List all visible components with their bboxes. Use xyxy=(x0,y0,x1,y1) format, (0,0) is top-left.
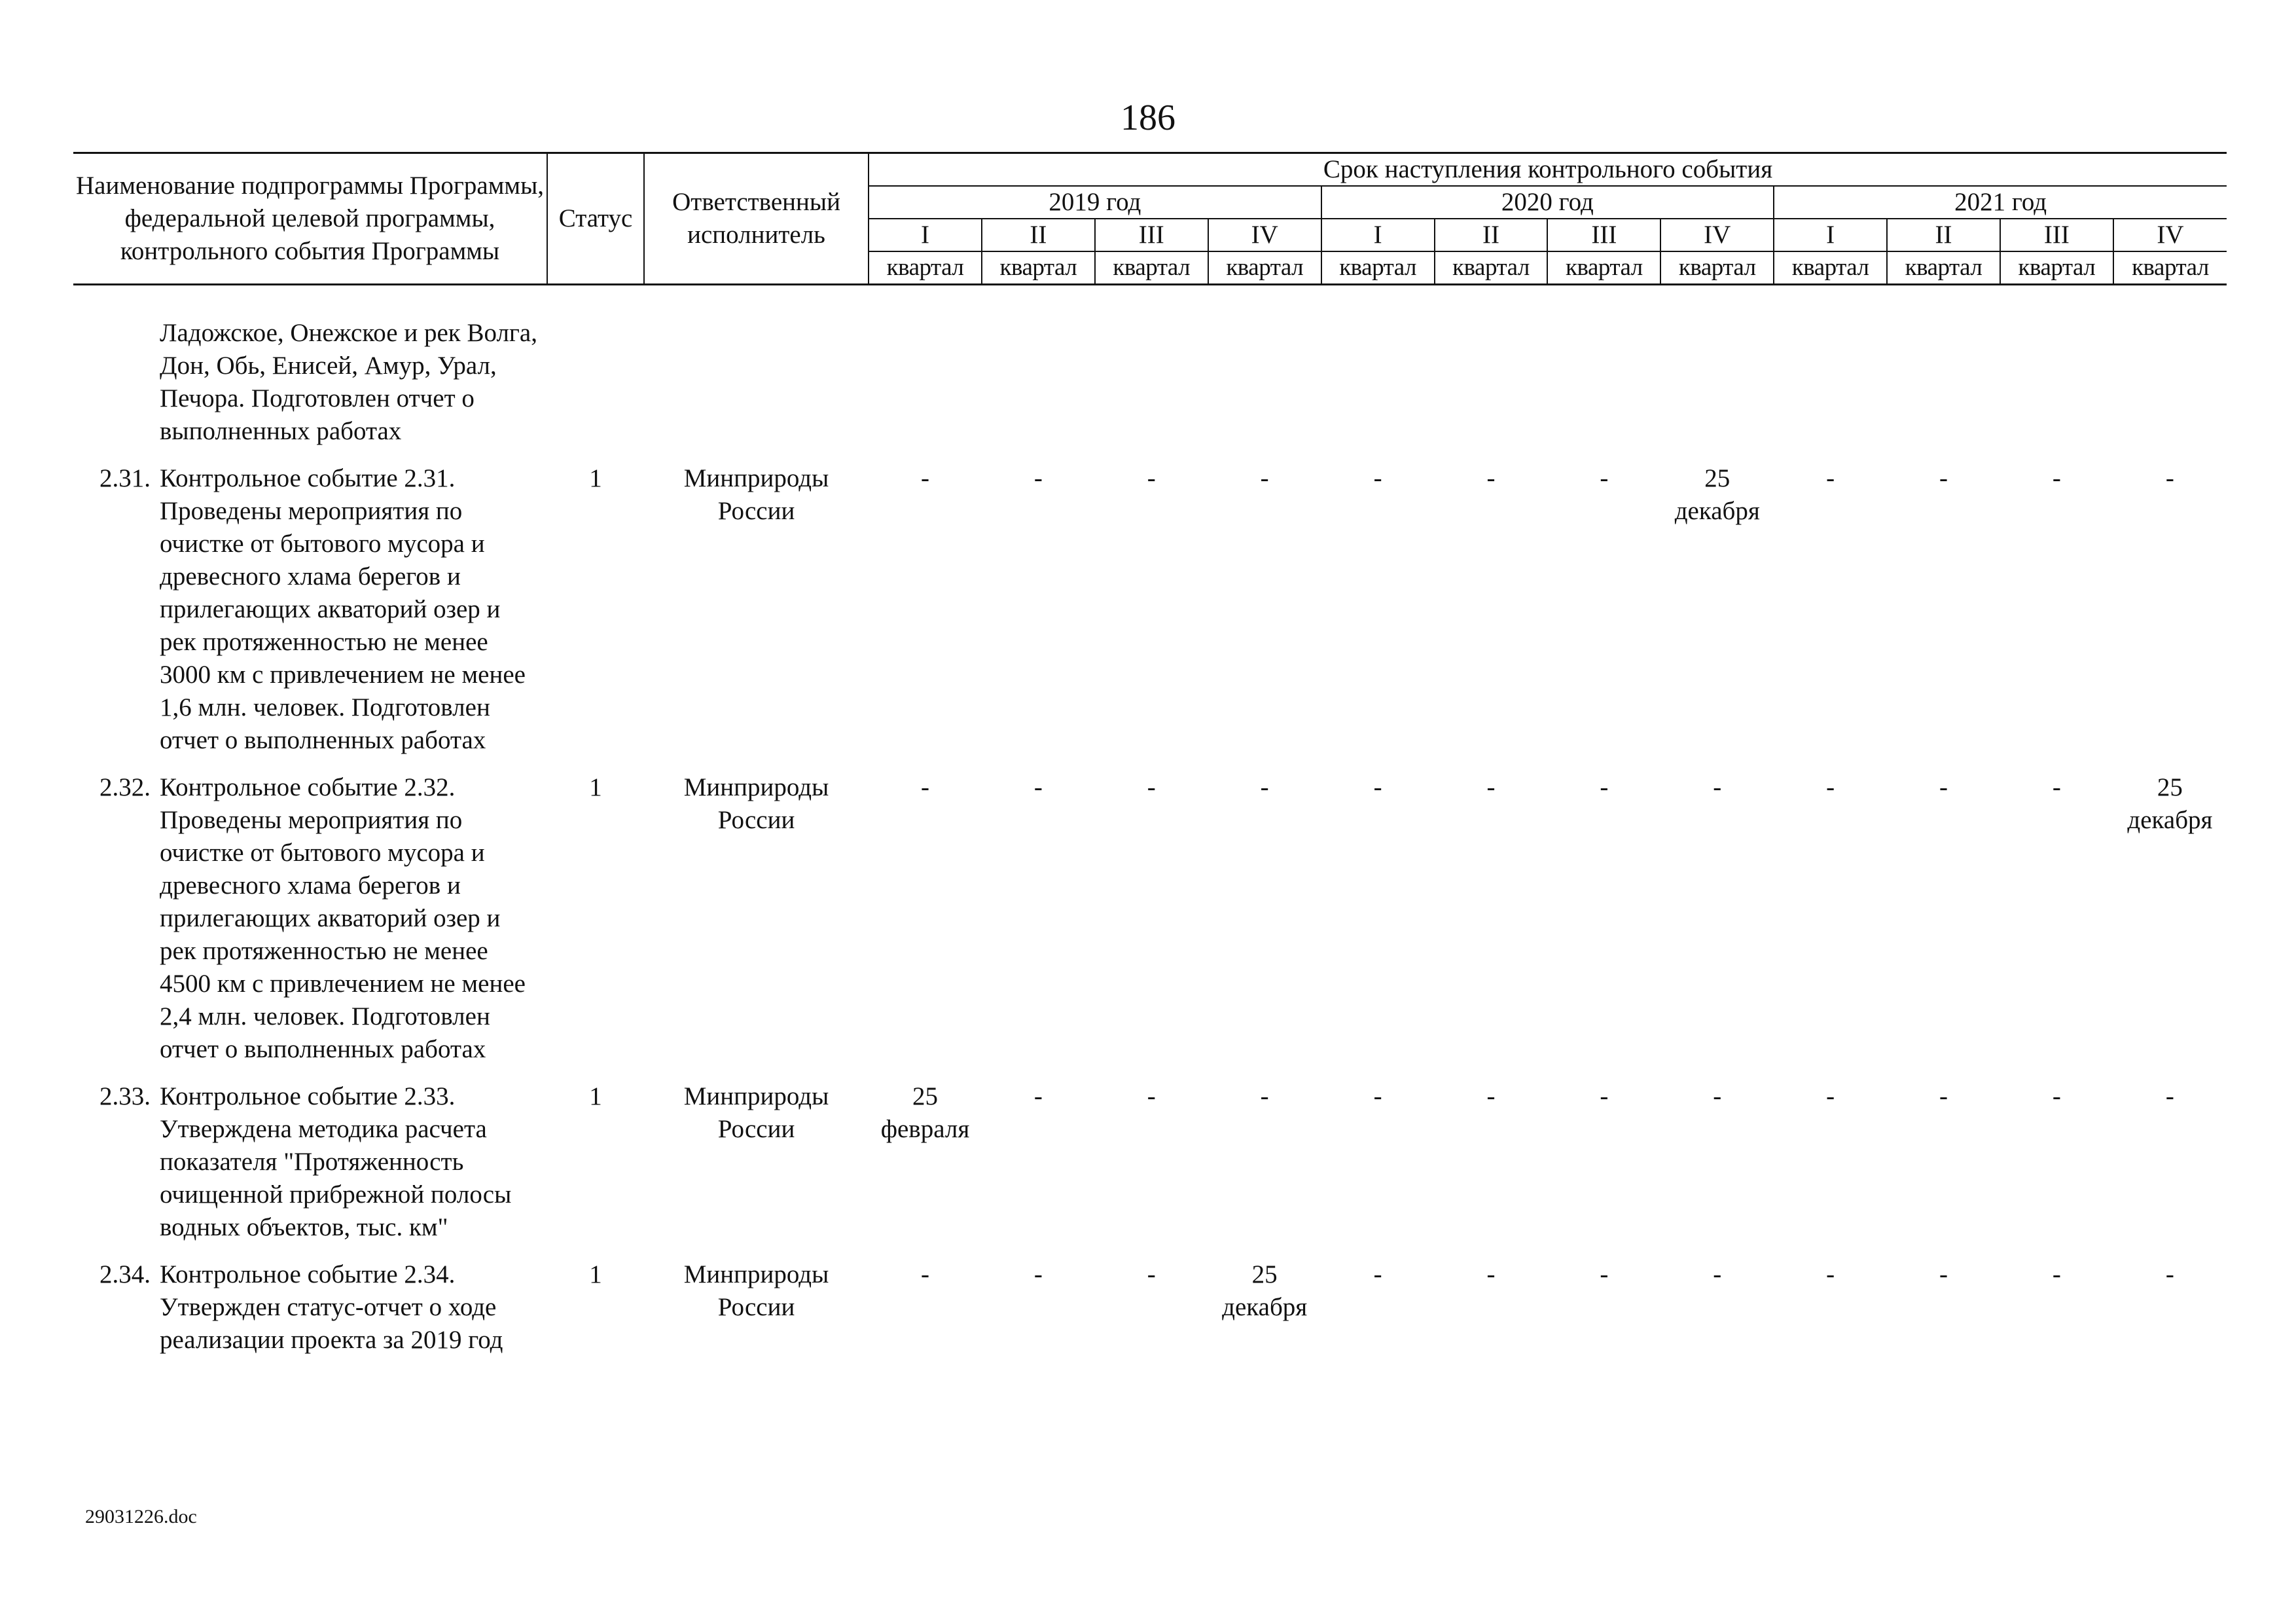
quarter-deadline-cell: - xyxy=(2165,464,2174,492)
event-name-cell xyxy=(73,1258,547,1371)
quarter-deadline-cell: - xyxy=(1826,1260,1835,1288)
header-quarter-label: квартал xyxy=(1887,251,2000,285)
header-quarter-8: IV xyxy=(1660,219,1774,251)
header-quarter-5: I xyxy=(1321,219,1435,251)
quarter-deadline-cell: - xyxy=(1260,1082,1269,1110)
continuation-row xyxy=(73,317,2227,448)
header-year-2019: 2019 год xyxy=(869,186,1321,219)
quarter-deadline-cell: - xyxy=(1033,773,1043,801)
quarter-deadline-cell: - xyxy=(1373,464,1382,492)
table-header xyxy=(73,153,2227,285)
header-quarter-3: III xyxy=(1095,219,1208,251)
quarter-deadline-cell: - xyxy=(921,1260,929,1288)
quarter-deadline-cell: - xyxy=(1373,1082,1382,1110)
header-quarter-1: I xyxy=(869,219,982,251)
quarter-deadline-cell: - xyxy=(1260,464,1269,492)
event-number: 2.31. xyxy=(99,464,151,492)
header-quarter-12: IV xyxy=(2113,219,2227,251)
event-name-cell xyxy=(73,771,547,1080)
event-name-cell xyxy=(73,1080,547,1258)
table-body xyxy=(73,285,2227,1372)
event-responsible: Минприроды России xyxy=(683,464,829,525)
header-quarter-7: III xyxy=(1547,219,1660,251)
header-quarter-label: квартал xyxy=(1321,251,1435,285)
quarter-deadline-cell: - xyxy=(1826,1082,1835,1110)
header-year-2020: 2020 год xyxy=(1321,186,1774,219)
quarter-deadline-cell: - xyxy=(1713,1260,1722,1288)
table-row xyxy=(73,1080,2227,1258)
quarter-deadline-cell: - xyxy=(1486,1082,1496,1110)
header-quarter-label: квартал xyxy=(2113,251,2227,285)
footer-file-name: 29031226.doc xyxy=(85,1506,197,1527)
quarter-deadline-cell: - xyxy=(1033,1260,1043,1288)
header-quarter-label: квартал xyxy=(1660,251,1774,285)
quarter-deadline-cell: - xyxy=(1713,1082,1722,1110)
header-quarter-2: II xyxy=(982,219,1095,251)
quarter-deadline-cell: - xyxy=(1600,1082,1609,1110)
quarter-deadline-cell: - xyxy=(1939,1260,1948,1288)
quarter-deadline-cell: - xyxy=(1939,773,1948,801)
quarter-deadline-cell: 25 декабря xyxy=(1674,464,1760,525)
event-status: 1 xyxy=(589,773,602,801)
header-quarter-6: II xyxy=(1435,219,1548,251)
quarter-deadline-cell: - xyxy=(1600,1260,1609,1288)
header-responsible: Ответственный исполнитель xyxy=(644,153,869,285)
quarter-deadline-cell: 25 февраля xyxy=(880,1082,970,1143)
event-number: 2.34. xyxy=(99,1260,151,1288)
quarter-deadline-cell: - xyxy=(2165,1082,2174,1110)
quarter-deadline-cell: - xyxy=(1147,464,1156,492)
header-quarter-label: квартал xyxy=(1208,251,1321,285)
quarter-deadline-cell: - xyxy=(1600,773,1609,801)
header-name: Наименование подпрограммы Программы, федеральной целевой программы, контрольного события Программы xyxy=(73,153,547,285)
quarter-deadline-cell: - xyxy=(1826,464,1835,492)
header-quarter-label: квартал xyxy=(1095,251,1208,285)
quarter-deadline-cell: - xyxy=(1373,1260,1382,1288)
table-row xyxy=(73,1258,2227,1371)
quarter-deadline-cell: - xyxy=(1033,464,1043,492)
table-row xyxy=(73,462,2227,771)
header-quarter-label: квартал xyxy=(982,251,1095,285)
quarter-deadline-cell: - xyxy=(1939,464,1948,492)
header-status: Статус xyxy=(547,153,644,285)
event-title: Контрольное событие 2.31. Проведены мероприятия по очистке от бытового мусора и древесного хлама берегов и прилегающих акваторий озер и рек протяженностью не менее 3000 км с привлечением не менее 1,6 млн. человек. Подготовлен отчет о выполненных работах xyxy=(160,464,526,754)
quarter-deadline-cell: - xyxy=(1486,773,1496,801)
header-quarter-10: II xyxy=(1887,219,2000,251)
event-status: 1 xyxy=(589,464,602,492)
event-responsible: Минприроды России xyxy=(683,773,829,834)
event-responsible: Минприроды России xyxy=(683,1260,829,1321)
quarter-deadline-cell: - xyxy=(1486,1260,1496,1288)
header-deadline: Срок наступления контрольного события xyxy=(869,153,2227,187)
event-name-cell xyxy=(73,462,547,771)
continuation-text: Ладожское, Онежское и рек Волга, Дон, Обь, Енисей, Амур, Урал, Печора. Подготовлен отчет о выполненных работах xyxy=(160,319,537,445)
event-status: 1 xyxy=(589,1082,602,1110)
quarter-deadline-cell: - xyxy=(2052,1082,2061,1110)
quarter-deadline-cell: - xyxy=(1600,464,1609,492)
quarter-deadline-cell: - xyxy=(1939,1082,1948,1110)
quarter-deadline-cell: - xyxy=(1826,773,1835,801)
quarter-deadline-cell: - xyxy=(1486,464,1496,492)
quarter-deadline-cell: - xyxy=(1373,773,1382,801)
quarter-deadline-cell: - xyxy=(1713,773,1722,801)
event-number: 2.33. xyxy=(99,1082,151,1110)
quarter-deadline-cell: - xyxy=(1147,1260,1156,1288)
event-title: Контрольное событие 2.32. Проведены мероприятия по очистке от бытового мусора и древесного хлама берегов и прилегающих акваторий озер и рек протяженностью не менее 4500 км с привлечением не менее 2,4 млн. человек. Подготовлен отчет о выполненных работах xyxy=(160,773,526,1063)
quarter-deadline-cell: - xyxy=(1033,1082,1043,1110)
page-number: 186 xyxy=(1121,98,1175,138)
header-quarter-9: I xyxy=(1774,219,1887,251)
quarter-deadline-cell: - xyxy=(2165,1260,2174,1288)
event-status: 1 xyxy=(589,1260,602,1288)
event-title: Контрольное событие 2.34. Утвержден статус-отчет о ходе реализации проекта за 2019 год xyxy=(160,1260,503,1354)
header-quarter-label: квартал xyxy=(1774,251,1887,285)
quarter-deadline-cell: - xyxy=(1147,773,1156,801)
quarter-deadline-cell: 25 декабря xyxy=(1222,1260,1308,1321)
header-quarter-11: III xyxy=(2000,219,2113,251)
header-quarter-label: квартал xyxy=(869,251,982,285)
control-events-table xyxy=(73,152,2227,1371)
quarter-deadline-cell: - xyxy=(1147,1082,1156,1110)
quarter-deadline-cell: - xyxy=(1260,773,1269,801)
quarter-deadline-cell: 25 декабря xyxy=(2127,773,2213,834)
quarter-deadline-cell: - xyxy=(921,773,929,801)
quarter-deadline-cell: - xyxy=(921,464,929,492)
header-quarter-label: квартал xyxy=(2000,251,2113,285)
quarter-deadline-cell: - xyxy=(2052,773,2061,801)
header-year-2021: 2021 год xyxy=(1774,186,2227,219)
header-quarter-label: квартал xyxy=(1547,251,1660,285)
quarter-deadline-cell: - xyxy=(2052,464,2061,492)
header-quarter-4: IV xyxy=(1208,219,1321,251)
event-title: Контрольное событие 2.33. Утверждена методика расчета показателя "Протяженность очищенной прибрежной полосы водных объектов, тыс. км" xyxy=(160,1082,512,1241)
header-quarter-label: квартал xyxy=(1435,251,1548,285)
table-row xyxy=(73,771,2227,1080)
quarter-deadline-cell: - xyxy=(2052,1260,2061,1288)
event-number: 2.32. xyxy=(99,773,151,801)
event-responsible: Минприроды России xyxy=(683,1082,829,1143)
